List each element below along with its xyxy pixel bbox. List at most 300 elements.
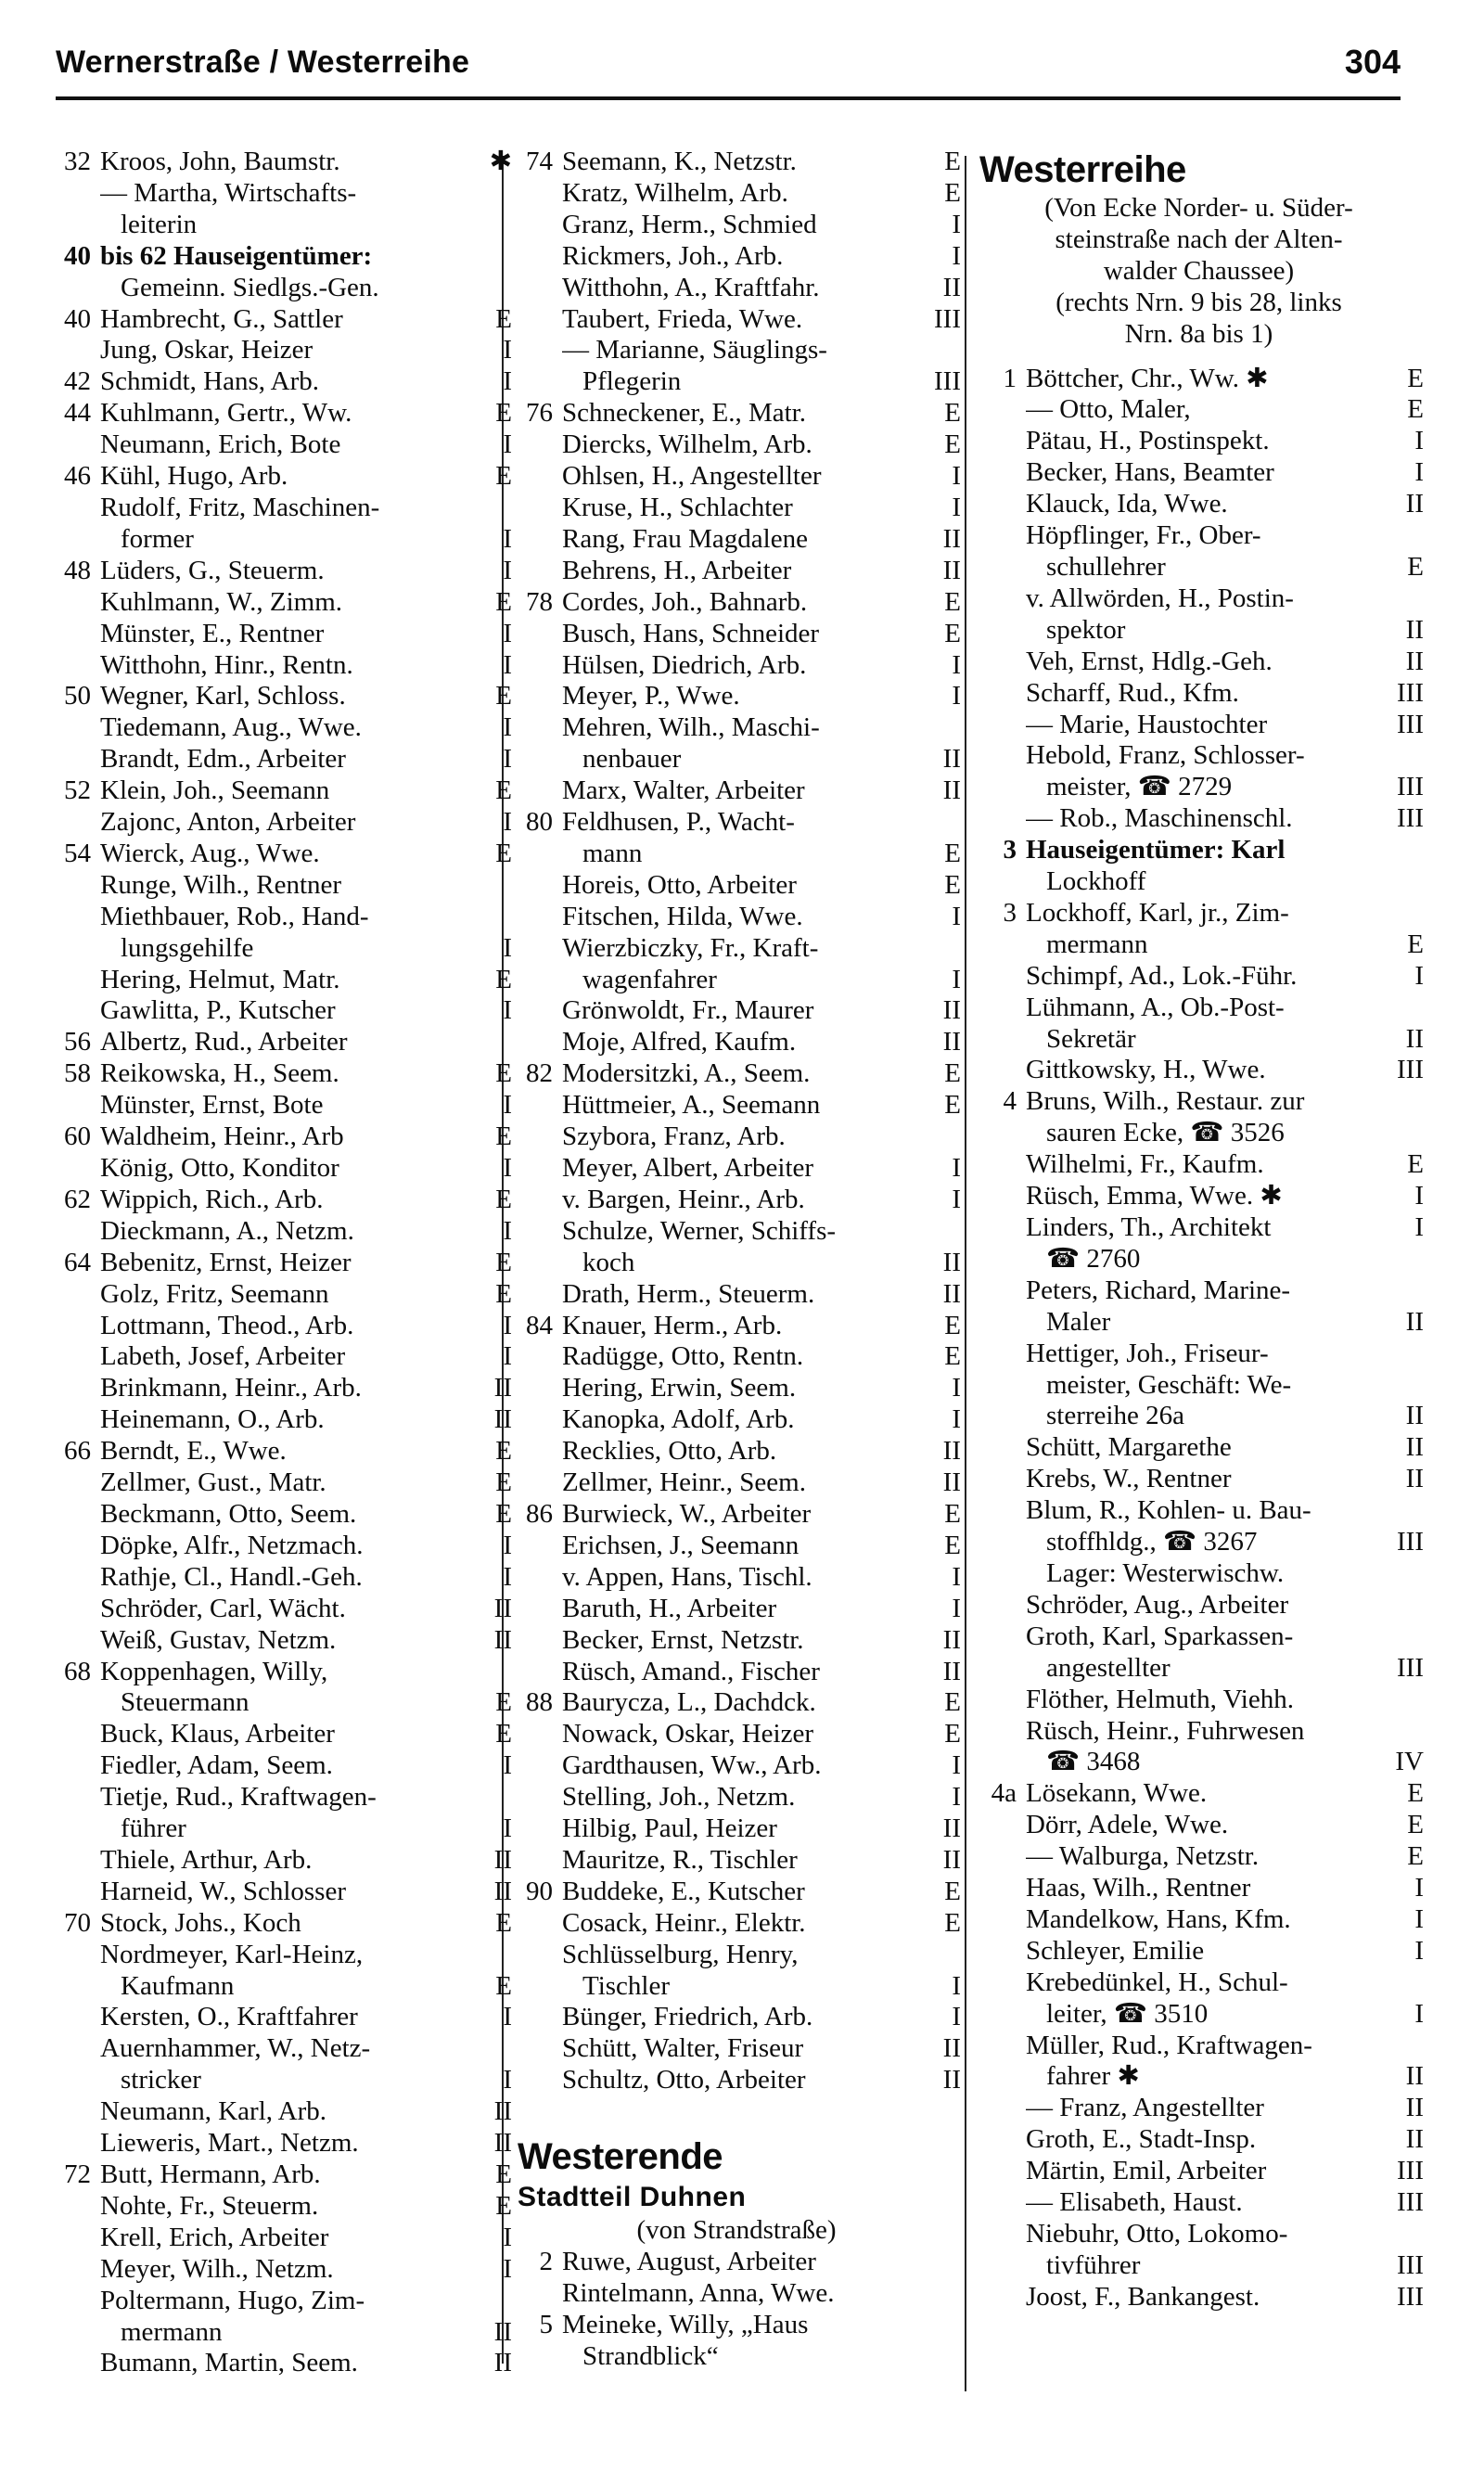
list-item [48, 556, 512, 587]
floor-code: II [942, 2065, 961, 2095]
resident-name: Steuermann [121, 1687, 249, 1718]
floor-code: II [1405, 614, 1424, 645]
floor-code [931, 2247, 961, 2278]
floor-code [1394, 1590, 1424, 1621]
list-item [512, 1908, 961, 1940]
list-item [512, 1657, 961, 1688]
column-divider [965, 156, 966, 2391]
house-number: 56 [64, 1027, 91, 1057]
resident-name: former [121, 523, 194, 554]
list-item [974, 772, 1424, 803]
house-number [974, 1653, 1026, 1685]
house-number [974, 1558, 1026, 1590]
resident-name: Groth, Karl, Sparkassen- [1026, 1621, 1294, 1651]
floor-code: I [952, 1593, 961, 1623]
list-item [512, 681, 961, 712]
house-number [974, 2282, 1026, 2313]
house-number [512, 273, 562, 304]
list-item [512, 273, 961, 304]
resident-name: Cosack, Heinr., Elektr. [562, 1907, 806, 1938]
house-number: 46 [64, 461, 91, 492]
floor-code [931, 2278, 961, 2310]
floor-code: II [1405, 1464, 1424, 1494]
resident-name: Groth, E., Stadt-Insp. [1026, 2124, 1257, 2155]
list-item [512, 1531, 961, 1562]
list-item [48, 2096, 512, 2128]
list-item [48, 147, 512, 178]
house-number [974, 2187, 1026, 2219]
house-number: 42 [64, 366, 91, 397]
house-number [48, 2348, 100, 2379]
resident-name: Lockhoff, Karl, jr., Zim- [1026, 897, 1289, 928]
floor-code [482, 210, 512, 241]
header-rule [56, 96, 1401, 100]
list-item [512, 2033, 961, 2065]
list-item [512, 2278, 961, 2310]
section-note: (von Strandstraße) [636, 2215, 837, 2246]
resident-name: Münster, Ernst, Bote [100, 1090, 324, 1121]
resident-name: Müller, Rud., Kraftwagen- [1026, 2030, 1312, 2060]
list-item [512, 1058, 961, 1090]
list-item [48, 2002, 512, 2033]
house-number [512, 744, 562, 775]
resident-name: Wegner, Karl, Schloss. [100, 681, 346, 711]
house-number [512, 1185, 562, 1216]
list-item [512, 712, 961, 744]
resident-name: — Elisabeth, Haust. [1026, 2187, 1243, 2218]
list-item [48, 429, 512, 461]
floor-code [1394, 583, 1424, 615]
list-item [48, 1436, 512, 1467]
resident-name: Dieckmann, A., Netzm. [100, 1215, 354, 1246]
list-item [512, 807, 961, 839]
house-number [512, 1216, 562, 1248]
floor-code: E [495, 1278, 512, 1309]
house-number [974, 1181, 1026, 1212]
house-number [48, 1719, 100, 1750]
floor-code [1394, 1339, 1424, 1370]
list-item [974, 1244, 1424, 1275]
house-number [48, 2191, 100, 2223]
resident-name: Schröder, Carl, Wächt. [100, 1593, 346, 1623]
floor-code: I [503, 995, 512, 1026]
floor-code: III [1397, 2156, 1424, 2186]
floor-code [482, 1940, 512, 1971]
house-number [512, 712, 562, 744]
house-number: 72 [64, 2159, 91, 2189]
house-number [48, 2065, 100, 2096]
list-item [974, 1527, 1424, 1558]
floor-code: E [944, 1090, 961, 1121]
list-item [512, 1625, 961, 1657]
list-item [48, 1562, 512, 1594]
resident-name: stoffhldg., ☎ 3267 [1046, 1527, 1258, 1557]
list-item [974, 1339, 1424, 1370]
floor-code: I [503, 618, 512, 648]
floor-code [1394, 2219, 1424, 2250]
resident-name: Klein, Joh., Seemann [100, 775, 330, 806]
house-number [974, 489, 1026, 520]
resident-name: Lüders, G., Steuerm. [100, 555, 325, 585]
resident-name: — Marianne, Säuglings- [562, 335, 827, 365]
house-number [512, 1940, 562, 1971]
list-item [512, 2341, 961, 2373]
resident-name: Hambrecht, G., Sattler [100, 303, 343, 334]
resident-name: Mauritze, R., Tischler [562, 1844, 798, 1875]
floor-code: E [495, 1247, 512, 1277]
house-number [48, 1311, 100, 1342]
house-number: 82 [526, 1058, 553, 1089]
resident-name: meister, ☎ 2729 [1046, 772, 1233, 802]
list-item [974, 866, 1424, 898]
resident-name: Marx, Walter, Arbeiter [562, 775, 805, 806]
house-number [512, 1467, 562, 1499]
floor-code [482, 2286, 512, 2317]
resident-name: Schütt, Margarethe [1026, 1432, 1232, 1463]
resident-name: leiter, ☎ 3510 [1046, 1998, 1209, 2029]
house-number [512, 335, 562, 366]
house-number [48, 712, 100, 744]
floor-code: II [942, 1278, 961, 1309]
floor-code: E [495, 586, 512, 617]
list-item [48, 1845, 512, 1877]
resident-name: Auernhammer, W., Netz- [100, 2033, 371, 2064]
resident-name: Kruse, H., Schlachter [562, 492, 793, 522]
list-item [974, 457, 1424, 489]
house-number [48, 587, 100, 619]
house-number [974, 1055, 1026, 1086]
list-item [512, 398, 961, 429]
house-number [48, 1813, 100, 1845]
list-item [512, 2310, 961, 2341]
floor-code [931, 712, 961, 744]
floor-code [1394, 898, 1424, 929]
house-number [974, 1841, 1026, 1873]
floor-code: I [1414, 426, 1424, 456]
house-number [48, 1845, 100, 1877]
list-item [512, 1719, 961, 1750]
list-item [512, 1562, 961, 1594]
column-1 [48, 147, 512, 2379]
list-item [974, 1118, 1424, 1149]
resident-name: Peters, Richard, Marine- [1026, 1275, 1291, 1305]
list-item [512, 1782, 961, 1813]
resident-name: Rickmers, Joh., Arb. [562, 240, 784, 271]
list-item [974, 1307, 1424, 1339]
house-number [512, 366, 562, 398]
list-item [974, 2061, 1424, 2093]
floor-code: II [493, 1844, 512, 1875]
resident-name: Weiß, Gustav, Netzm. [100, 1624, 337, 1655]
house-number [48, 2254, 100, 2286]
list-item [48, 2317, 512, 2349]
list-item [48, 1185, 512, 1216]
house-number [974, 1464, 1026, 1495]
list-item [974, 426, 1424, 457]
resident-name: Joost, F., Bankangest. [1026, 2281, 1260, 2312]
house-number [512, 178, 562, 210]
house-number: 2 [539, 2247, 553, 2277]
house-number: 84 [526, 1310, 553, 1340]
list-item [974, 2219, 1424, 2250]
list-item [512, 650, 961, 682]
resident-name: Bebenitz, Ernst, Heizer [100, 1247, 352, 1277]
floor-code: E [944, 1907, 961, 1938]
house-number [512, 210, 562, 241]
house-number [974, 1401, 1026, 1432]
house-number [48, 1750, 100, 1782]
floor-code: E [495, 398, 512, 429]
resident-name: Brinkmann, Heinr., Arb. [100, 1373, 362, 1403]
house-number [974, 1432, 1026, 1464]
resident-name: Feldhusen, P., Wacht- [562, 807, 795, 838]
house-number: 60 [64, 1121, 91, 1152]
floor-code: III [1397, 2281, 1424, 2312]
section-note: (rechts Nrn. 9 bis 28, links [1055, 287, 1342, 317]
resident-name: Höpflinger, Fr., Ober- [1026, 520, 1261, 551]
resident-name: Lockhoff [1046, 866, 1146, 897]
resident-name: Kroos, John, Baumstr. [100, 147, 340, 176]
list-item [974, 2187, 1424, 2219]
house-number [974, 1495, 1026, 1527]
floor-code: E [1407, 1778, 1424, 1809]
floor-code [931, 1121, 961, 1153]
resident-name: Maler [1046, 1306, 1111, 1337]
resident-name: fahrer ✱ [1046, 2061, 1140, 2092]
page-header [56, 37, 1401, 91]
house-number: 68 [64, 1656, 91, 1686]
resident-name: bis 62 Hauseigentümer: [100, 240, 373, 271]
floor-code: I [1414, 1212, 1424, 1242]
floor-code: II [1405, 1023, 1424, 1054]
house-number [974, 740, 1026, 772]
house-number [48, 273, 100, 304]
resident-name: — Martha, Wirtschafts- [100, 177, 357, 208]
floor-code: III [1397, 803, 1424, 834]
house-number [974, 2219, 1026, 2250]
resident-name: Taubert, Frieda, Wwe. [562, 303, 803, 334]
house-number: 74 [526, 147, 553, 176]
floor-code: II [942, 272, 961, 302]
resident-name: König, Otto, Konditor [100, 1153, 339, 1183]
house-number [974, 1936, 1026, 1967]
floor-code: E [944, 838, 961, 868]
resident-name: mermann [1046, 929, 1148, 959]
section-note: steinstraße nach der Alten- [1055, 224, 1343, 254]
list-item [48, 273, 512, 304]
house-number [512, 1845, 562, 1877]
floor-code [1394, 866, 1424, 898]
house-number [512, 1341, 562, 1373]
floor-code: II [493, 1593, 512, 1623]
resident-name: v. Allwörden, H., Postin- [1026, 583, 1294, 613]
house-number [974, 1747, 1026, 1778]
list-item [48, 619, 512, 650]
list-item [512, 1687, 961, 1719]
resident-name: Wippich, Rich., Arb. [100, 1184, 324, 1214]
house-number [974, 2061, 1026, 2093]
list-item [974, 2156, 1424, 2187]
entry-list [512, 2247, 961, 2373]
house-number [48, 1153, 100, 1185]
resident-name: Becker, Hans, Beamter [1026, 457, 1274, 488]
floor-code: I [503, 1090, 512, 1121]
resident-name: Dörr, Adele, Wwe. [1026, 1810, 1229, 1840]
list-item [512, 1121, 961, 1153]
house-number [974, 583, 1026, 615]
house-number: 62 [64, 1184, 91, 1214]
list-item [512, 1248, 961, 1279]
floor-code: I [503, 649, 512, 680]
floor-code: E [944, 1687, 961, 1718]
floor-code [482, 493, 512, 524]
house-number: 70 [64, 1907, 91, 1938]
list-item [512, 1373, 961, 1404]
house-number: 76 [526, 398, 553, 429]
floor-code: I [952, 681, 961, 711]
floor-code: I [503, 2222, 512, 2252]
list-item [48, 2033, 512, 2065]
resident-name: Meineke, Willy, „Haus [562, 2309, 809, 2339]
resident-name: Haas, Wilh., Rentner [1026, 1873, 1251, 1903]
floor-code: I [1414, 1998, 1424, 2029]
resident-name: Tischler [582, 1970, 670, 2001]
floor-code: II [493, 2316, 512, 2347]
resident-name: Stock, Johs., Koch [100, 1907, 301, 1938]
house-number [512, 429, 562, 461]
resident-name: Witthohn, A., Kraftfahr. [562, 272, 820, 302]
resident-name: Beckmann, Otto, Seem. [100, 1498, 357, 1529]
floor-code [1394, 1967, 1424, 1999]
list-item [48, 2065, 512, 2096]
resident-name: Tiedemann, Aug., Wwe. [100, 712, 362, 743]
house-number [974, 647, 1026, 678]
list-item [974, 1653, 1424, 1685]
floor-code: I [503, 1813, 512, 1844]
resident-name: Bumann, Martin, Seem. [100, 2348, 358, 2378]
list-item [48, 995, 512, 1027]
list-item [512, 524, 961, 556]
resident-name: Wierck, Aug., Wwe. [100, 838, 320, 868]
house-number [512, 1971, 562, 2003]
resident-name: Schröder, Aug., Arbeiter [1026, 1589, 1289, 1620]
floor-code: E [1407, 929, 1424, 959]
resident-name: Behrens, H., Arbeiter [562, 555, 792, 585]
list-item [974, 520, 1424, 552]
floor-code: E [495, 1436, 512, 1467]
floor-code: I [952, 1153, 961, 1183]
resident-name: Zellmer, Heinr., Seem. [562, 1467, 806, 1498]
floor-code: II [942, 775, 961, 806]
resident-name: Reikowska, H., Seem. [100, 1058, 339, 1089]
floor-code: I [503, 807, 512, 838]
list-item [48, 2223, 512, 2254]
house-number [512, 1153, 562, 1185]
floor-code: II [493, 2096, 512, 2127]
floor-code: III [1397, 2187, 1424, 2218]
list-item [974, 1149, 1424, 1181]
list-item [512, 1877, 961, 1908]
resident-name: sterreihe 26a [1046, 1401, 1184, 1431]
resident-name: Klauck, Ida, Wwe. [1026, 489, 1228, 519]
resident-name: Böttcher, Chr., Ww. ✱ [1026, 363, 1269, 393]
resident-name: Zajonc, Anton, Arbeiter [100, 807, 356, 838]
resident-name: Labeth, Josef, Arbeiter [100, 1341, 346, 1372]
floor-code: E [495, 775, 512, 806]
floor-code: I [503, 744, 512, 775]
resident-name: Fiedler, Adam, Seem. [100, 1750, 333, 1781]
resident-name: Rintelmann, Anna, Wwe. [562, 2278, 835, 2308]
floor-code [1394, 1558, 1424, 1590]
resident-name: Münster, E., Rentner [100, 618, 325, 648]
floor-code [1394, 1118, 1424, 1149]
house-number [48, 1625, 100, 1657]
floor-code: E [944, 1530, 961, 1560]
resident-name: Poltermann, Hugo, Zim- [100, 2285, 365, 2315]
floor-code [931, 1940, 961, 1971]
floor-code: II [493, 1373, 512, 1403]
house-number [974, 1873, 1026, 1904]
floor-code [931, 2310, 961, 2341]
house-number [512, 2002, 562, 2033]
resident-name: Krell, Erich, Arbeiter [100, 2222, 329, 2252]
house-number [974, 2156, 1026, 2187]
house-number [974, 1590, 1026, 1621]
resident-name: Neumann, Erich, Bote [100, 429, 341, 460]
list-item [974, 1055, 1424, 1086]
list-item [48, 712, 512, 744]
resident-name: Schütt, Walter, Friseur [562, 2033, 804, 2064]
list-item [974, 394, 1424, 426]
resident-name: Becker, Ernst, Netzstr. [562, 1624, 804, 1655]
house-number [512, 2278, 562, 2310]
house-number: 40 [64, 303, 91, 334]
list-item [974, 1999, 1424, 2031]
house-number [48, 2128, 100, 2159]
floor-code: E [944, 1719, 961, 1749]
list-item [512, 2002, 961, 2033]
resident-name: Wilhelmi, Fr., Kaufm. [1026, 1149, 1264, 1180]
house-number [974, 552, 1026, 583]
list-item [48, 1058, 512, 1090]
list-item [974, 364, 1424, 395]
floor-code: E [495, 1687, 512, 1718]
resident-name: Rüsch, Emma, Wwe. ✱ [1026, 1181, 1283, 1211]
list-item [48, 902, 512, 933]
floor-code: I [503, 555, 512, 585]
floor-code: E [1407, 1810, 1424, 1840]
list-item [48, 1940, 512, 1971]
house-number [48, 965, 100, 996]
resident-name: Moje, Alfred, Kaufm. [562, 1027, 797, 1057]
resident-name: Hilbig, Paul, Heizer [562, 1813, 777, 1844]
list-item [512, 587, 961, 619]
house-number: 54 [64, 838, 91, 868]
list-item [512, 461, 961, 493]
list-item [974, 1495, 1424, 1527]
list-item [974, 1810, 1424, 1841]
house-number [974, 1118, 1026, 1149]
house-number: 3 [1003, 897, 1017, 928]
floor-code: ✱ [489, 147, 512, 176]
list-item [512, 1153, 961, 1185]
resident-name: Miethbauer, Rob., Hand- [100, 901, 369, 931]
list-item [512, 493, 961, 524]
floor-code: E [944, 1310, 961, 1340]
floor-code: E [495, 1058, 512, 1089]
house-number [974, 1370, 1026, 1402]
resident-name: Neumann, Karl, Arb. [100, 2096, 327, 2127]
